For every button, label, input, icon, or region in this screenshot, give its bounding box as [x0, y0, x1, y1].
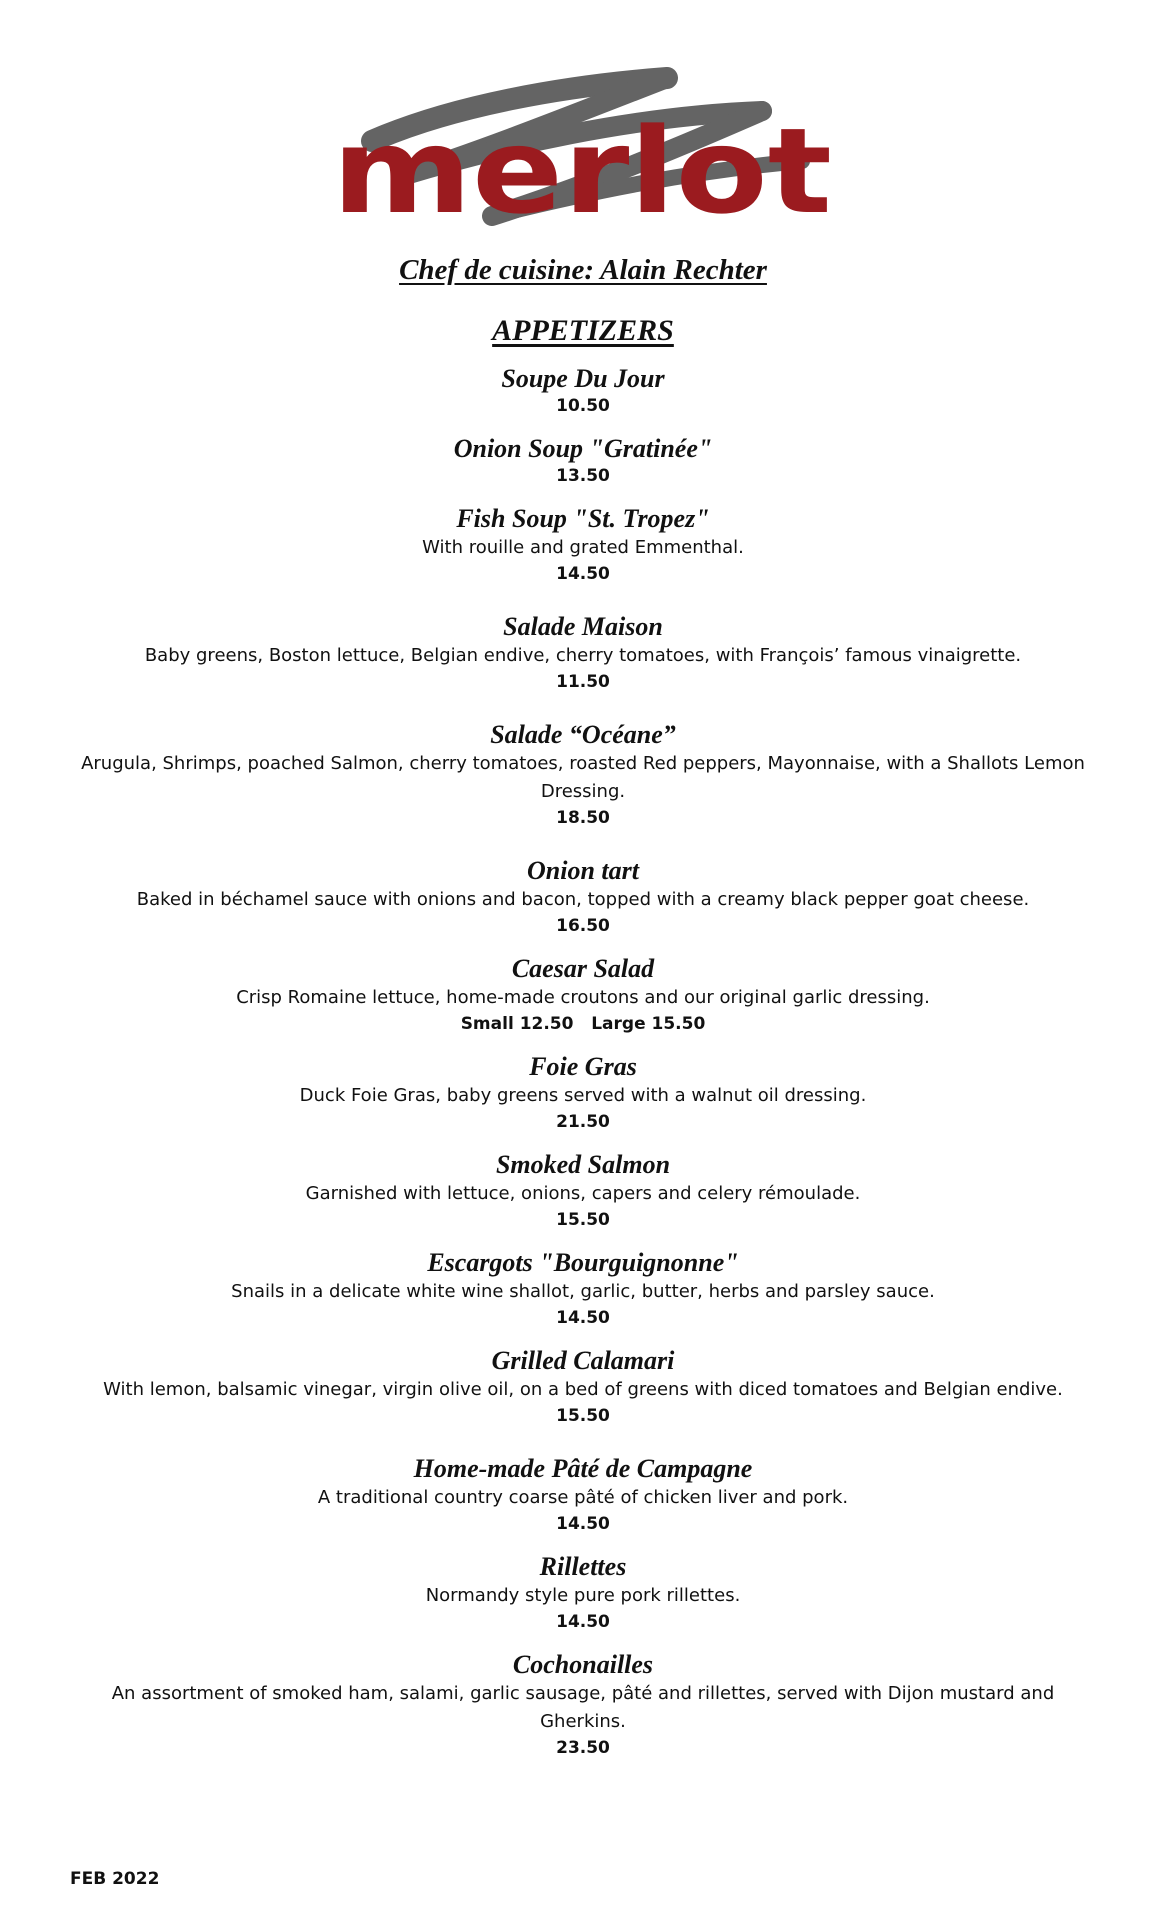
menu-item-description: Arugula, Shrimps, poached Salmon, cherry tomatoes, roasted Red peppers, Mayonnaise, with a Shallots Lemon Dressing.	[81, 753, 1085, 802]
menu-item-description: Crisp Romaine lettuce, home-made croutons and our original garlic dressing.	[236, 987, 930, 1008]
menu-item-name: Salade “Océane”	[490, 720, 676, 749]
menu-item	[0, 1650, 1166, 1760]
menu-item-description: Baked in béchamel sauce with onions and bacon, topped with a creamy black pepper goat cheese.	[136, 889, 1030, 910]
menu-item-price: 18.50	[556, 808, 610, 828]
menu-item-name: Home-made Pâté de Campagne	[413, 1454, 753, 1483]
menu-item-price: 13.50	[556, 466, 610, 486]
menu-item-description: Duck Foie Gras, baby greens served with a walnut oil dressing.	[299, 1085, 867, 1106]
menu-item-name: Grilled Calamari	[491, 1346, 675, 1375]
menu-item-price: 14.50	[556, 1308, 610, 1328]
menu-item-price: Small 12.50 Large 15.50	[460, 1014, 706, 1034]
merlot-logo-graphic	[332, 66, 832, 231]
menu-item-name: Rillettes	[539, 1552, 627, 1581]
menu-item	[0, 364, 1166, 418]
menu-item-description: A traditional country coarse pâté of chicken liver and pork.	[317, 1487, 849, 1508]
menu-item-name: Fish Soup "St. Tropez"	[456, 504, 710, 533]
menu-item-price: 14.50	[556, 1612, 610, 1632]
menu-item	[0, 1552, 1166, 1634]
menu-item	[0, 1150, 1166, 1232]
menu-item-list	[0, 364, 1166, 1760]
menu-item-name: Escargots "Bourguignonne"	[427, 1248, 739, 1277]
menu-item-description: An assortment of smoked ham, salami, garlic sausage, pâté and rillettes, served with Dijon mustard and Gherkins.	[111, 1683, 1055, 1732]
menu-item-name: Salade Maison	[503, 612, 663, 641]
menu-item	[0, 954, 1166, 1036]
section-title: APPETIZERS	[492, 314, 674, 347]
menu-item	[0, 1454, 1166, 1536]
menu-item-description: Normandy style pure pork rillettes.	[425, 1585, 741, 1606]
menu-item-description: With lemon, balsamic vinegar, virgin olive oil, on a bed of greens with diced tomatoes and Belgian endive.	[103, 1379, 1063, 1400]
menu-item	[0, 434, 1166, 488]
menu-item-name: Foie Gras	[529, 1052, 637, 1081]
menu-item-description: Baby greens, Boston lettuce, Belgian endive, cherry tomatoes, with François’ famous vinaigrette.	[144, 645, 1022, 666]
merlot-logo	[332, 66, 832, 231]
menu-item-price: 14.50	[556, 564, 610, 584]
menu-item-name: Onion Soup "Gratinée"	[453, 434, 713, 463]
menu-item-description: With rouille and grated Emmenthal.	[422, 537, 744, 558]
menu-item-price: 21.50	[556, 1112, 610, 1132]
menu-item-name: Caesar Salad	[511, 954, 655, 983]
menu-item	[0, 856, 1166, 938]
menu-item-price: 16.50	[556, 916, 610, 936]
chef-credit: Chef de cuisine: Alain Rechter	[399, 254, 767, 286]
menu-item-price: 15.50	[556, 1406, 610, 1426]
menu-item-price: 10.50	[556, 396, 610, 416]
menu-item-name: Soupe Du Jour	[501, 364, 665, 393]
menu-item	[0, 504, 1166, 586]
menu-item	[0, 1346, 1166, 1428]
footer-date: FEB 2022	[70, 1869, 160, 1889]
menu-item-price: 15.50	[556, 1210, 610, 1230]
logo-wordmark: merlot	[332, 102, 832, 231]
menu-item-price: 23.50	[556, 1738, 610, 1758]
menu-item-name: Smoked Salmon	[495, 1150, 671, 1179]
menu-item-name: Onion tart	[527, 856, 639, 885]
menu-item-name: Cochonailles	[512, 1650, 654, 1679]
menu-item-description: Snails in a delicate white wine shallot, garlic, butter, herbs and parsley sauce.	[231, 1281, 935, 1302]
menu-item-description: Garnished with lettuce, onions, capers and celery rémoulade.	[305, 1183, 861, 1204]
menu-item	[0, 612, 1166, 694]
menu-item-price: 14.50	[556, 1514, 610, 1534]
menu-item	[0, 720, 1166, 830]
menu-item	[0, 1052, 1166, 1134]
menu-item	[0, 1248, 1166, 1330]
menu-content	[0, 252, 1166, 1776]
menu-item-price: 11.50	[556, 672, 610, 692]
